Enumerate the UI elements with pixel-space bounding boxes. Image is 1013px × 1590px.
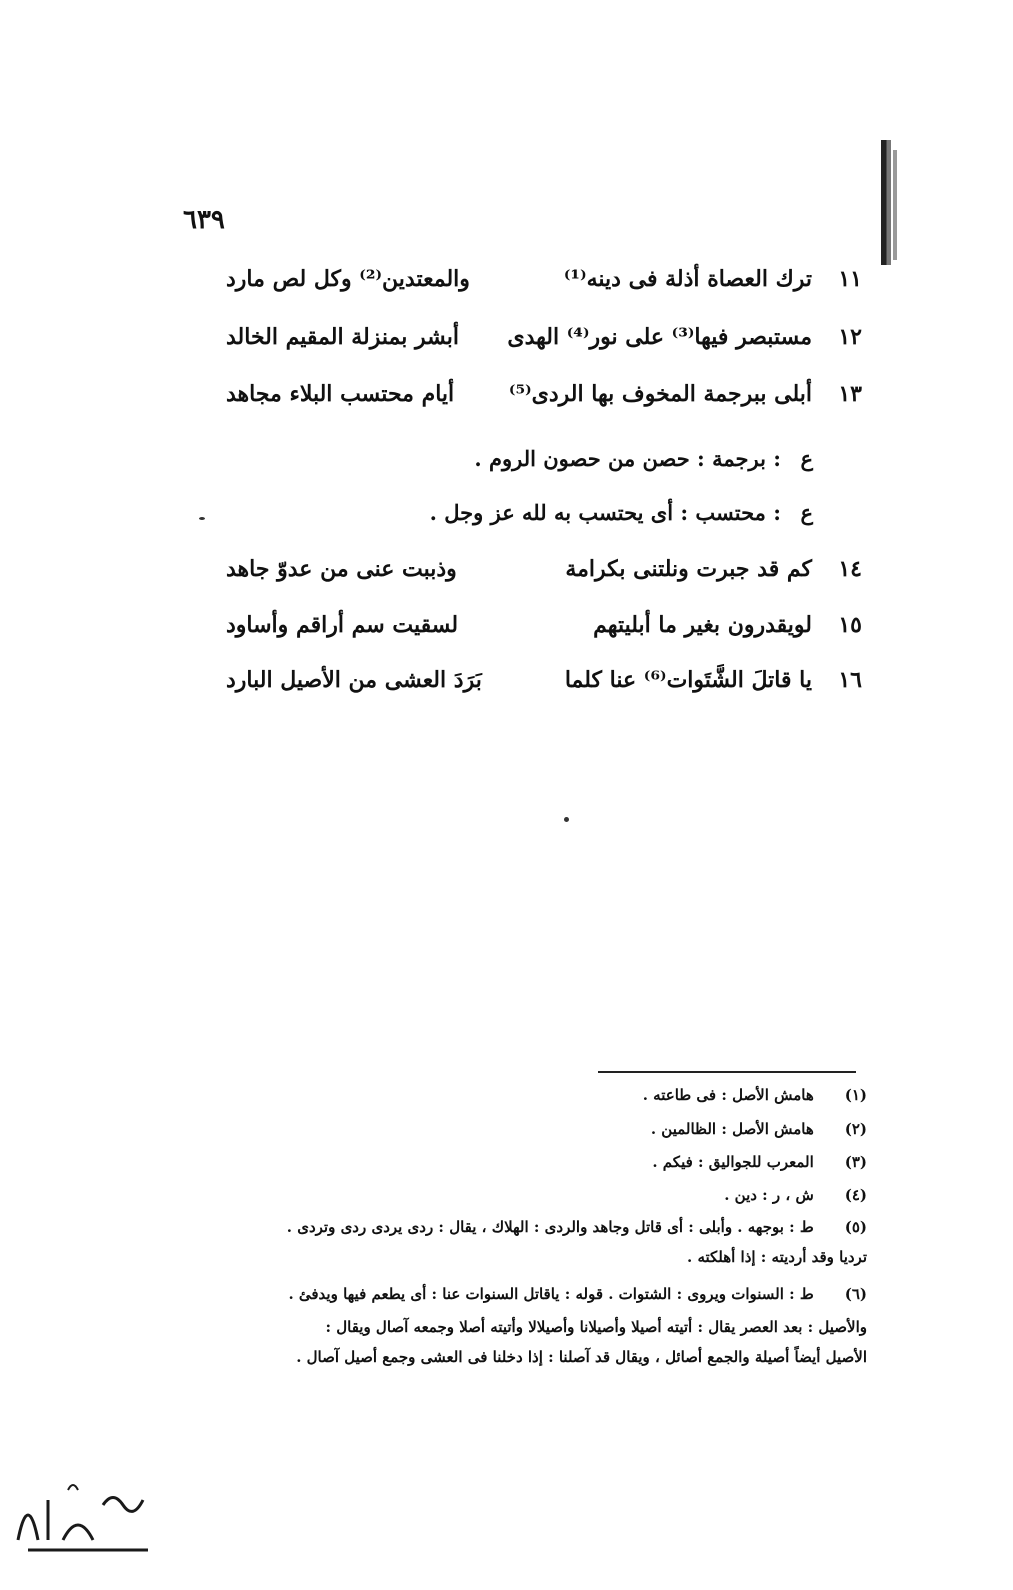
verse-line xyxy=(226,324,862,364)
verse-second-hemistich: والمعتدين⁽²⁾ وكل لص مارد xyxy=(226,266,470,292)
verse-second-hemistich: أيام محتسب البلاء مجاهد xyxy=(226,381,455,407)
gloss-label: ع xyxy=(800,500,813,525)
gloss-label: ع xyxy=(800,446,813,471)
footnote-text: ش ، ر : دين . xyxy=(724,1186,814,1204)
verse-number: ١٣ xyxy=(838,381,862,407)
verse-first-hemistich: يا قاتلَ الشَّتَوات⁽⁶⁾ عنا كلما xyxy=(564,667,812,693)
footnote-text: هامش الأصل : فى طاعته . xyxy=(642,1086,814,1104)
verse-first-hemistich: لويقدرون بغير ما أبليتهم xyxy=(593,612,812,638)
footnote-text: المعرب للجواليق : فيكم . xyxy=(652,1153,814,1171)
verse-line xyxy=(226,556,862,596)
footnote-number: (١) xyxy=(844,1086,867,1104)
footnote-number: (٦) xyxy=(844,1285,867,1303)
gloss-text: : محتسب : أى يحتسب به لله عز وجل . xyxy=(429,500,781,525)
footnote xyxy=(652,1153,867,1171)
footnote xyxy=(288,1285,867,1303)
footnote-continuation: الأصيل أيضاً أصيلة والجمع أصائل ، ويقال قد آصلنا : إذا دخلنا فى العشى وجمع أصيل آصال . xyxy=(296,1348,867,1366)
scan-speck xyxy=(199,517,205,520)
verse-number: ١٦ xyxy=(838,667,862,693)
verse-second-hemistich: أبشر بمنزلة المقيم الخالد xyxy=(226,324,460,350)
verse-second-hemistich: بَرَدَ العشى من الأصيل البارد xyxy=(226,667,482,693)
verse-second-hemistich: وذببت عنى من عدوّ جاهد xyxy=(226,556,457,582)
footnote xyxy=(651,1120,867,1138)
verse-first-hemistich: ترك العصاة أذلة فى دينه⁽¹⁾ xyxy=(563,266,812,292)
footnote xyxy=(724,1186,867,1204)
footnote-number: (٥) xyxy=(844,1218,867,1236)
library-stamp-logo xyxy=(8,1470,158,1560)
verse-number: ١٤ xyxy=(838,556,862,582)
verse-line xyxy=(226,612,862,652)
footnote xyxy=(287,1218,867,1236)
verse-line xyxy=(226,381,862,421)
verse-number: ١٥ xyxy=(838,612,862,638)
footnote-continuation: ترديا وقد أرديته : إذا أهلكته . xyxy=(687,1248,867,1266)
verse-line xyxy=(226,667,862,707)
verse-line xyxy=(226,266,862,306)
scan-edge-mark xyxy=(881,140,891,265)
footnote-continuation: والأصيل : بعد العصر يقال : أتيته أصيلا وأصيلانا وأصيلالا وأتيته أصلا وجمعه آصال ويقال : xyxy=(325,1318,867,1336)
verse-number: ١١ xyxy=(838,266,862,292)
footnote-text: ط : بوجهه . وأبلى : أى قاتل وجاهد والردى : الهلاك ، يقال : ردى يردى ردى وتردى . xyxy=(286,1218,814,1236)
footnote-number: (٤) xyxy=(844,1186,867,1204)
footnote-number: (٣) xyxy=(844,1153,867,1171)
footnote-separator xyxy=(598,1071,856,1073)
page-number: ٦٣٩ xyxy=(183,205,225,235)
footnote-text: هامش الأصل : الظالمين . xyxy=(650,1120,814,1138)
scan-speck xyxy=(564,817,569,822)
footnote-text: ط : السنوات ويروى : الشتوات . قوله : ياقاتل السنوات عنا : أى يطعم فيها ويدفئ . xyxy=(288,1285,814,1303)
verse-first-hemistich: كم قد جبرت ونلتنى بكرامة xyxy=(565,556,812,582)
verse-second-hemistich: لسقيت سم أراقم وأساود xyxy=(226,612,459,638)
gloss-text: : برجمة : حصن من حصون الروم . xyxy=(474,446,781,471)
verse-first-hemistich: مستبصر فيها⁽³⁾ على نور⁽⁴⁾ الهدى xyxy=(507,324,812,350)
verse-first-hemistich: أبلى ببرجمة المخوف بها الردى⁽⁵⁾ xyxy=(508,381,812,407)
verse-number: ١٢ xyxy=(838,324,862,350)
scan-edge-mark-secondary xyxy=(893,150,897,260)
footnote xyxy=(643,1086,867,1104)
footnote-number: (٢) xyxy=(844,1120,867,1138)
